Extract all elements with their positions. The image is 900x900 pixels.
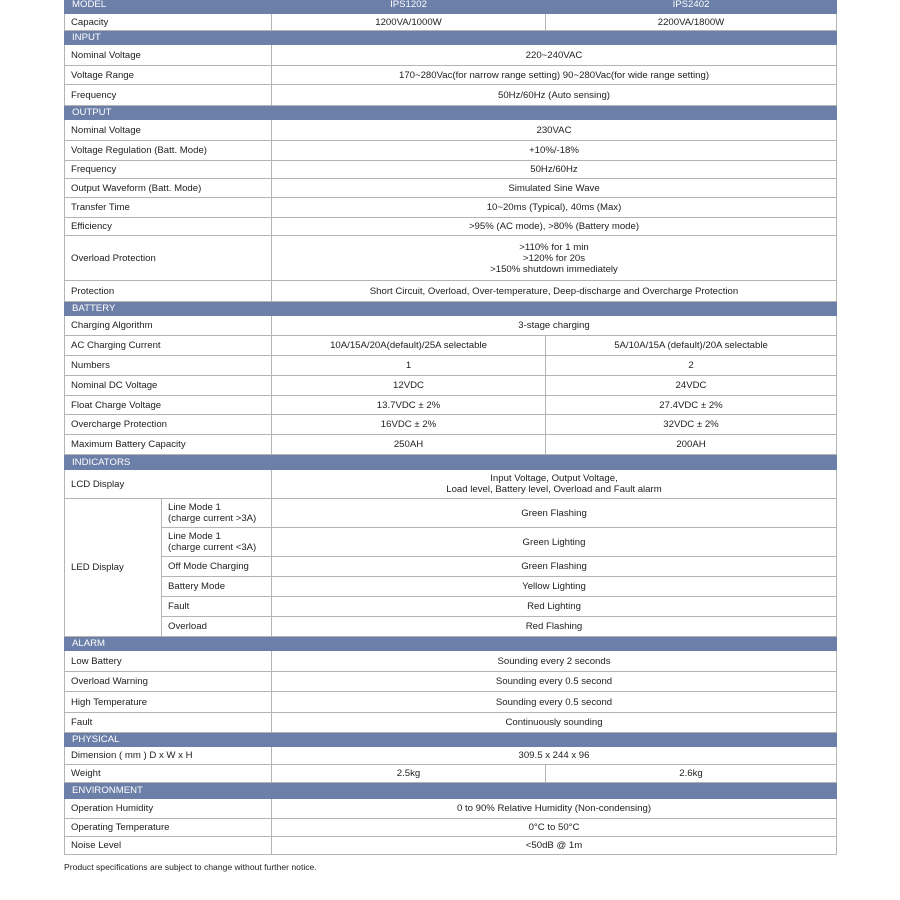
- led-mode-label: Battery Mode: [162, 577, 272, 597]
- spec-row: [65, 435, 837, 455]
- spec-value: Continuously sounding: [272, 713, 837, 733]
- spec-label: Nominal Voltage: [65, 120, 272, 141]
- spec-value: 309.5 x 244 x 96: [272, 747, 837, 765]
- spec-label: Overcharge Protection: [65, 415, 272, 435]
- spec-value: Short Circuit, Overload, Over-temperature, Deep-discharge and Overcharge Protection: [272, 281, 837, 302]
- capacity-row: [65, 14, 837, 31]
- spec-value-2: 32VDC ± 2%: [546, 415, 837, 435]
- spec-value-1: 250AH: [272, 435, 546, 455]
- capacity-label: Capacity: [65, 14, 272, 31]
- spec-value: <50dB @ 1m: [272, 837, 837, 855]
- spec-table: [64, 0, 837, 855]
- spec-value-2: 27.4VDC ± 2%: [546, 396, 837, 415]
- spec-value: Sounding every 2 seconds: [272, 651, 837, 672]
- spec-value-2: 2: [546, 356, 837, 376]
- spec-label: Frequency: [65, 85, 272, 106]
- mode-line: (charge current >3A): [168, 513, 257, 524]
- spec-row: [65, 45, 837, 66]
- value-line: Input Voltage, Output Voltage,: [490, 473, 618, 484]
- spec-value: Sounding every 0.5 second: [272, 692, 837, 713]
- led-state: Red Lighting: [272, 597, 837, 617]
- spec-label: Noise Level: [65, 837, 272, 855]
- section-physical: [65, 733, 837, 747]
- spec-row: [65, 120, 837, 141]
- footnote: Product specifications are subject to change without further notice.: [64, 862, 317, 872]
- model-label: MODEL: [65, 0, 272, 14]
- spec-value: 50Hz/60Hz: [272, 161, 837, 179]
- spec-value-2: 2.6kg: [546, 765, 837, 783]
- spec-row: [65, 651, 837, 672]
- spec-row: [65, 316, 837, 336]
- spec-label: Operating Temperature: [65, 819, 272, 837]
- mode-line: Line Mode 1: [168, 531, 221, 542]
- led-row: [65, 617, 837, 637]
- spec-value-2: 5A/10A/15A (default)/20A selectable: [546, 336, 837, 356]
- section-output: [65, 106, 837, 120]
- spec-label: AC Charging Current: [65, 336, 272, 356]
- spec-value-multiline: [272, 236, 837, 281]
- spec-value-1: 13.7VDC ± 2%: [272, 396, 546, 415]
- spec-row: [65, 713, 837, 733]
- spec-label: Charging Algorithm: [65, 316, 272, 336]
- spec-row: [65, 336, 837, 356]
- spec-row: [65, 376, 837, 396]
- spec-label: Low Battery: [65, 651, 272, 672]
- spec-value: 3-stage charging: [272, 316, 837, 336]
- spec-value-1: 1: [272, 356, 546, 376]
- spec-label: High Temperature: [65, 692, 272, 713]
- spec-label: Voltage Regulation (Batt. Mode): [65, 141, 272, 161]
- model-header-row: [65, 0, 837, 14]
- value-line: >120% for 20s: [522, 252, 586, 264]
- spec-row: [65, 66, 837, 85]
- spec-row: [65, 236, 837, 281]
- led-row: [65, 499, 837, 528]
- led-row: [65, 597, 837, 617]
- model-2: IPS2402: [546, 0, 837, 14]
- spec-row: [65, 470, 837, 499]
- spec-value-1: 16VDC ± 2%: [272, 415, 546, 435]
- led-mode-label: Fault: [162, 597, 272, 617]
- spec-label: Operation Humidity: [65, 799, 272, 819]
- spec-value: 230VAC: [272, 120, 837, 141]
- spec-label: Overload Protection: [65, 236, 272, 281]
- spec-label: Weight: [65, 765, 272, 783]
- value-line: >150% shutdown immediately: [490, 263, 618, 275]
- led-display-label: LED Display: [65, 499, 162, 637]
- spec-row: [65, 747, 837, 765]
- spec-row: [65, 198, 837, 218]
- led-mode-label: Overload: [162, 617, 272, 637]
- led-row: [65, 528, 837, 557]
- spec-value-1: 12VDC: [272, 376, 546, 396]
- capacity-value-2: 2200VA/1800W: [546, 14, 837, 31]
- spec-label: Efficiency: [65, 218, 272, 236]
- spec-label: Nominal DC Voltage: [65, 376, 272, 396]
- spec-row: [65, 161, 837, 179]
- spec-value-2: 200AH: [546, 435, 837, 455]
- spec-label: Maximum Battery Capacity: [65, 435, 272, 455]
- spec-value: 10~20ms (Typical), 40ms (Max): [272, 198, 837, 218]
- spec-value: 220~240VAC: [272, 45, 837, 66]
- spec-label: Overload Warning: [65, 672, 272, 692]
- spec-value: 0 to 90% Relative Humidity (Non-condensing): [272, 799, 837, 819]
- led-row: [65, 577, 837, 597]
- value-line: >110% for 1 min: [519, 241, 589, 253]
- section-title: ENVIRONMENT: [65, 783, 837, 799]
- led-state: Green Flashing: [272, 499, 837, 528]
- spec-label: Fault: [65, 713, 272, 733]
- section-alarm: [65, 637, 837, 651]
- section-title: OUTPUT: [65, 106, 837, 120]
- section-input: [65, 31, 837, 45]
- led-mode-label: Off Mode Charging: [162, 557, 272, 577]
- spec-label: Transfer Time: [65, 198, 272, 218]
- spec-value: >95% (AC mode), >80% (Battery mode): [272, 218, 837, 236]
- spec-value: Simulated Sine Wave: [272, 179, 837, 198]
- spec-row: [65, 672, 837, 692]
- spec-value-1: 2.5kg: [272, 765, 546, 783]
- spec-row: [65, 765, 837, 783]
- section-environment: [65, 783, 837, 799]
- led-state: Green Flashing: [272, 557, 837, 577]
- value-line: Load level, Battery level, Overload and Fault alarm: [446, 484, 662, 495]
- spec-value: 170~280Vac(for narrow range setting) 90~280Vac(for wide range setting): [272, 66, 837, 85]
- section-title: PHYSICAL: [65, 733, 837, 747]
- model-1: IPS1202: [272, 0, 546, 14]
- spec-row: [65, 415, 837, 435]
- spec-row: [65, 356, 837, 376]
- spec-value-1: 10A/15A/20A(default)/25A selectable: [272, 336, 546, 356]
- spec-label: Dimension ( mm ) D x W x H: [65, 747, 272, 765]
- spec-row: [65, 819, 837, 837]
- led-mode-label: [162, 499, 272, 528]
- spec-label: Nominal Voltage: [65, 45, 272, 66]
- section-title: ALARM: [65, 637, 837, 651]
- spec-row: [65, 141, 837, 161]
- section-title: INPUT: [65, 31, 837, 45]
- section-battery: [65, 302, 837, 316]
- section-indicators: [65, 455, 837, 470]
- spec-label: Numbers: [65, 356, 272, 376]
- mode-line: (charge current <3A): [168, 542, 257, 553]
- spec-label: Output Waveform (Batt. Mode): [65, 179, 272, 198]
- led-state: Green Lighting: [272, 528, 837, 557]
- spec-value: Sounding every 0.5 second: [272, 672, 837, 692]
- led-state: Red Flashing: [272, 617, 837, 637]
- mode-line: Line Mode 1: [168, 502, 221, 513]
- spec-row: [65, 179, 837, 198]
- spec-row: [65, 837, 837, 855]
- spec-label: Float Charge Voltage: [65, 396, 272, 415]
- spec-value: 0°C to 50°C: [272, 819, 837, 837]
- spec-value-2: 24VDC: [546, 376, 837, 396]
- spec-label: Protection: [65, 281, 272, 302]
- led-row: [65, 557, 837, 577]
- capacity-value-1: 1200VA/1000W: [272, 14, 546, 31]
- section-title: INDICATORS: [65, 455, 837, 470]
- spec-label: Voltage Range: [65, 66, 272, 85]
- spec-row: [65, 85, 837, 106]
- spec-value: +10%/-18%: [272, 141, 837, 161]
- section-title: BATTERY: [65, 302, 837, 316]
- spec-row: [65, 281, 837, 302]
- spec-label: LCD Display: [65, 470, 272, 499]
- led-state: Yellow Lighting: [272, 577, 837, 597]
- spec-row: [65, 692, 837, 713]
- spec-value-multiline: [272, 470, 837, 499]
- spec-row: [65, 396, 837, 415]
- spec-row: [65, 799, 837, 819]
- led-mode-label: [162, 528, 272, 557]
- spec-row: [65, 218, 837, 236]
- spec-label: Frequency: [65, 161, 272, 179]
- spec-value: 50Hz/60Hz (Auto sensing): [272, 85, 837, 106]
